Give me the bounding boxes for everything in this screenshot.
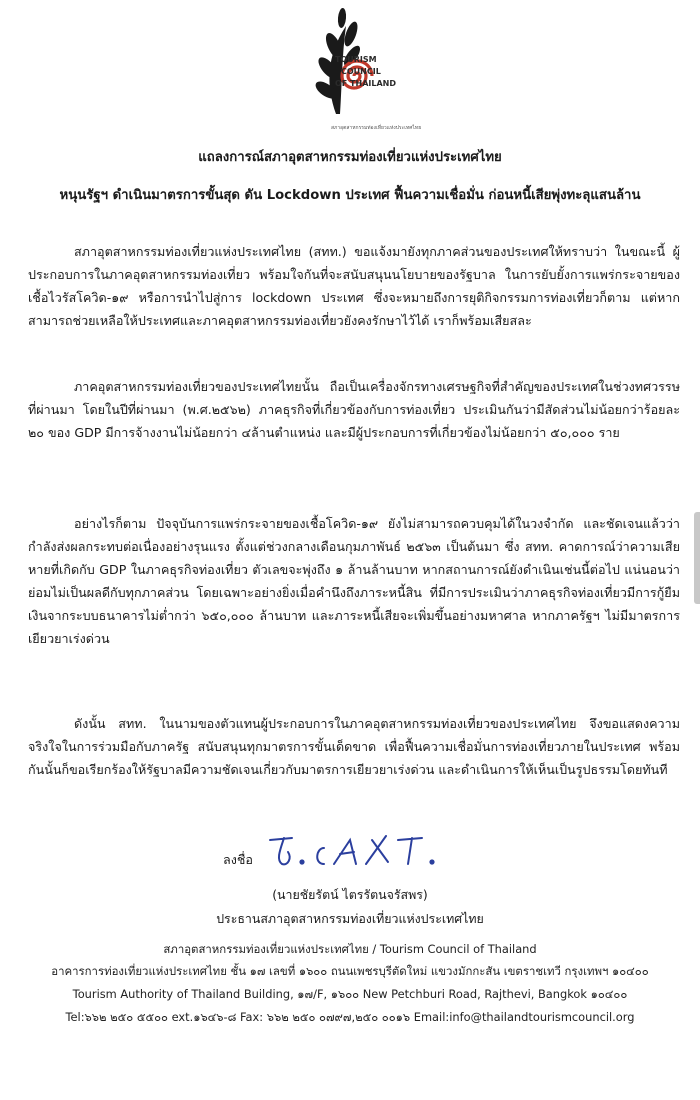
paragraph-1-text: สภาอุตสาหกรรมท่องเที่ยวแห่งประเทศไทย (สทท.) ขอแจ้งมายังทุกภาคส่วนของประเทศให้ทราบว่า ในขณะนี้ ผู้ประกอบการในภาคอุตสาหกรรมท่องเที่ยว พร้อมใจกันที่จะสนับสนุนนโยบายของรัฐบาล ในการยับยั้งการแพร่กระจายของเชื้อไวรัสโควิด-๑๙ หรือการนำไปสู่การ lockdown ประเทศ ซึ่งจะหมายถึงการยุติกิจกรรมการท่องเที่ยวก็ตาม แต่หากสามารถช่วยเหลือให้ประเทศและภาคอุตสาหกรรมท่องเที่ยวยังคงรักษาไว้ได้ เราก็พร้อมเสียสละ	[28, 244, 680, 328]
paragraph-1	[28, 240, 680, 332]
signer-title: ประธานสภาอุตสาหกรรมท่องเที่ยวแห่งประเทศไทย	[216, 911, 484, 926]
logo-wordmark	[327, 54, 396, 90]
paragraph-2	[28, 375, 680, 444]
signer-name: (นายชัยรัตน์ ไตรรัตนจรัสพร)	[272, 887, 428, 902]
logo-line-2: COUNCIL	[341, 67, 381, 76]
handwritten-signature	[262, 826, 442, 874]
footer-org: สภาอุตสาหกรรมท่องเที่ยวแห่งประเทศไทย / Tourism Council of Thailand	[163, 942, 537, 956]
logo-line-3: OF THAILAND	[335, 79, 396, 88]
paragraph-2-text: ภาคอุตสาหกรรมท่องเที่ยวของประเทศไทยนั้น ถือเป็นเครื่องจักรทางเศรษฐกิจที่สำคัญของประเทศในช่วงทศวรรษที่ผ่านมา โดยในปีที่ผ่านมา (พ.ศ.๒๕๖๒) ภาคธุรกิจที่เกี่ยวข้องกับการท่องเที่ยว ประเมินกันว่ามีสัดส่วนไม่น้อยกว่าร้อยละ ๒๐ ของ GDP มีการจ้างงานไม่น้อยกว่า ๔ล้านตำแหน่ง และมีผู้ประกอบการที่เกี่ยวข้องไม่น้อยกว่า ๕๐,๐๐๐ ราย	[28, 379, 680, 440]
footer-address-en: Tourism Authority of Thailand Building, ๑๗/F, ๑๖๐๐ New Petchburi Road, Rajthevi, Bangkok ๑๐๔๐๐	[72, 987, 628, 1001]
paragraph-3-text: อย่างไรก็ตาม ปัจจุบันการแพร่กระจายของเชื้อโควิด-๑๙ ยังไม่สามารถควบคุมได้ในวงจำกัด และชัดเจนแล้วว่ากำลังส่งผลกระทบต่อเนื่องอย่างรุนแรง ตั้งแต่ช่วงกลางเดือนกุมภาพันธ์ ๒๕๖๓ เป็นต้นมา ซึ่ง สทท. คาดการณ์ว่าความเสียหายที่เกิดกับ GDP ในภาคธุรกิจท่องเที่ยว ตัวเลขจะพุ่งถึง ๑ ล้านล้านบาท หากสถานการณ์ยังดำเนินเช่นนี้ต่อไป แน่นอนว่าย่อมไม่เป็นผลดีกับทุกภาคส่วน โดยเฉพาะอย่างยิ่งเมื่อคำนึงถึงภาระหนี้สิน ที่มีการประเมินว่าภาคธุรกิจท่องเที่ยวมีการกู้ยืมเงินจากระบบธนาคารไม่ต่ำกว่า ๖๕๐,๐๐๐ ล้านบาท และภาระหนี้เสียจะเพิ่มขึ้นอย่างมหาศาล หากภาครัฐฯ ไม่มีมาตรการเยียวยาเร่งด่วน	[28, 516, 680, 646]
scrollbar-handle[interactable]	[694, 512, 700, 604]
paragraph-3	[28, 512, 680, 650]
paragraph-4	[28, 712, 680, 781]
sign-label: ลงชื่อ	[223, 852, 253, 867]
document-title: แถลงการณ์สภาอุตสาหกรรมท่องเที่ยวแห่งประเทศไทย	[198, 150, 502, 165]
document-subtitle: หนุนรัฐฯ ดำเนินมาตรการขั้นสุด ดัน Lockdown ประเทศ ฟื้นความเชื่อมั่น ก่อนหนี้เสียพุ่งทะลุแสนล้าน	[59, 188, 641, 203]
paragraph-4-text: ดังนั้น สทท. ในนามของตัวแทนผู้ประกอบการในภาคอุตสาหกรรมท่องเที่ยวของประเทศไทย จึงขอแสดงความจริงใจในการร่วมมือกับภาครัฐ สนับสนุนทุกมาตรการขั้นเด็ดขาด เพื่อฟื้นความเชื่อมั่นการท่องเที่ยวภายในประเทศ พร้อมกันนั้นก็ขอเรียกร้องให้รัฐบาลมีความชัดเจนเกี่ยวกับมาตรการเยียวยาเร่งด่วน และดำเนินการให้เห็นเป็นรูปธรรมโดยทันที	[28, 716, 680, 777]
footer-contact: Tel:๖๖๒ ๒๕๐ ๕๕๐๐ ext.๑๖๔๖-๘ Fax: ๖๖๒ ๒๕๐ ๐๗๙๗,๒๕๐ ๐๐๑๖ Email:info@thailandtourismcouncil.org	[65, 1010, 635, 1024]
footer-address-th: อาคารการท่องเที่ยวแห่งประเทศไทย ชั้น ๑๗ เลขที่ ๑๖๐๐ ถนนเพชรบุรีตัดใหม่ แขวงมักกะสัน เขตราชเทวี กรุงเทพฯ ๑๐๔๐๐	[51, 964, 649, 978]
logo-tagline: สภาอุตสาหกรรมท่องเที่ยวแห่งประเทศไทย	[331, 125, 422, 131]
logo-line-1: TOURISM	[335, 55, 377, 64]
